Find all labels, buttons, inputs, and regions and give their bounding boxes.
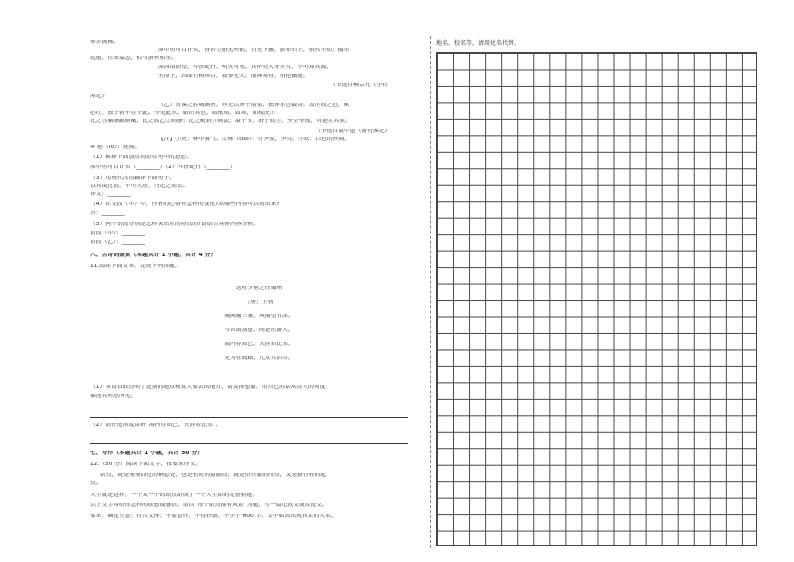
text-line: 站点，既是匆匆而过的栖息处，也是暂时的留脚点；既是旧行旅的终点，又是新行程的起 (100, 473, 327, 478)
composition-note: 地名、校名等，请用化名代替。 (436, 40, 521, 47)
text-line: 要求：确定立意；符合文体；不要套作，不得抄袭。不少于 600 字。文中如需出现真实的人名、 (90, 514, 337, 519)
text-line: （乙）青溪之胜城溯者，亦无以异于诸泉，独异水色最奇。盖世间之色，奚 (158, 103, 350, 108)
poem-line: 无为在歧路，儿女共沾巾。 (224, 356, 294, 361)
text-line: 参差披拂。 (90, 40, 119, 45)
text-line: 必红、独于碧不在于此。今见此水，始识其色。如玳瑁，如寒，如视虎① (90, 111, 276, 116)
text-line: （2）请任选角度赏析“海内存知己，天涯若比邻”。 (90, 423, 222, 428)
poem-line: 海内存知己，天涯若比邻。 (224, 342, 294, 347)
text-line: ④ 挹（fó）：抚摸。 (90, 145, 141, 150)
text-line: 潭记》 (90, 94, 108, 99)
text-line: 答：________ (90, 211, 125, 216)
text-line: （节选自柳宗元《小石 (330, 83, 388, 88)
right-column (436, 38, 758, 548)
text-line: 七、写作（本题共计 1 小题，共计 50 分） (90, 451, 203, 456)
poem-line: 与君离别意，同是宦游人。 (224, 328, 294, 333)
answer-line (90, 443, 408, 444)
text-line: 语段（乙）：________ (90, 240, 146, 245)
text-line: 坐潭上，四面竹树环合，寂寥无人，凄神寒骨，悄怆幽邃。 (158, 74, 309, 79)
text-line: 潭中鱼可百许头，皆若空游无所依。日光下澈，影布石上，佁然不动；俶尔 (158, 48, 350, 53)
text-line: （4）在文段（甲）中，作者的心情有怎样的变化?从哪些内容可以看出来? (90, 202, 280, 207)
text-line: （1）解释下面加点词语在句中的意思。 (90, 155, 193, 160)
text-line: （3）用现代汉语翻译下面句子。 (90, 176, 175, 181)
poem-title: 送杜少府之任蜀州 (235, 286, 283, 291)
text-line: 远逝，往来翕忽，似与游者相乐。 (90, 56, 177, 61)
left-column (90, 38, 428, 548)
text-line: （节选自袁中道《游青溪记》 (315, 129, 391, 134)
text-line: 【注】①虎：林中雾气。②箨（tuò）：竹笋皮，笋壳。③钦：白色的丝绸。 (158, 137, 351, 142)
text-line: （1）本诗首联点明了送别的地点和友人要去的地方，请发挥想象，用自己的话从诗人的角度 (90, 385, 326, 390)
poem-line: 城阙辅三秦，风烟望五津。 (224, 314, 294, 319)
text-line: 比之含胭脂鹅则嫩，比之蓝乙②则静；比之毗碧③则淡；溢于玉，滑于钦③，至莹至铄，可挹④其质。 (90, 119, 351, 124)
text-line: 译文：________ (90, 192, 131, 197)
text-line: 点。 (90, 481, 102, 486)
text-line: （5）两个语段分别是怎样突出水的特点的?请结合具体内容分析。 (90, 222, 260, 227)
text-line: 潭西南而望，斗折蛇行，明灭可见。其岸势犬牙差互，不可知其源。 (158, 65, 332, 70)
text-line: 12.（50 分）阅读下面文字，按要求作文。 (90, 462, 202, 467)
poem-author: ［唐］王勃 (244, 300, 274, 305)
text-line: 人生就是这样，一个又一个的站点组成了一个人生命的完整轨迹。 (90, 493, 259, 498)
text-line: 11.阅读下面文本，完成下列各题。 (90, 264, 181, 269)
answer-line (90, 417, 408, 418)
text-line: 描述其所思所见。 (90, 394, 137, 399)
text-line: 潭中鱼可百许头（________）（2）斗折蛇行（________） (90, 165, 236, 170)
text-line: 以其境过清，不可久居，乃记之而去。 (90, 184, 189, 189)
text-line: 以上文字带给你怎样的联想或感悟，请以“每个站点都有风景”为题，写一篇记叙文或议论文。 (90, 503, 328, 508)
composition-grid[interactable] (436, 52, 757, 546)
column-divider (430, 36, 431, 548)
text-line: 语段（甲）：________ (90, 231, 146, 236)
text-line: 六、古诗词鉴赏（本题共计 1 小题，共计 4 分） (90, 253, 217, 258)
